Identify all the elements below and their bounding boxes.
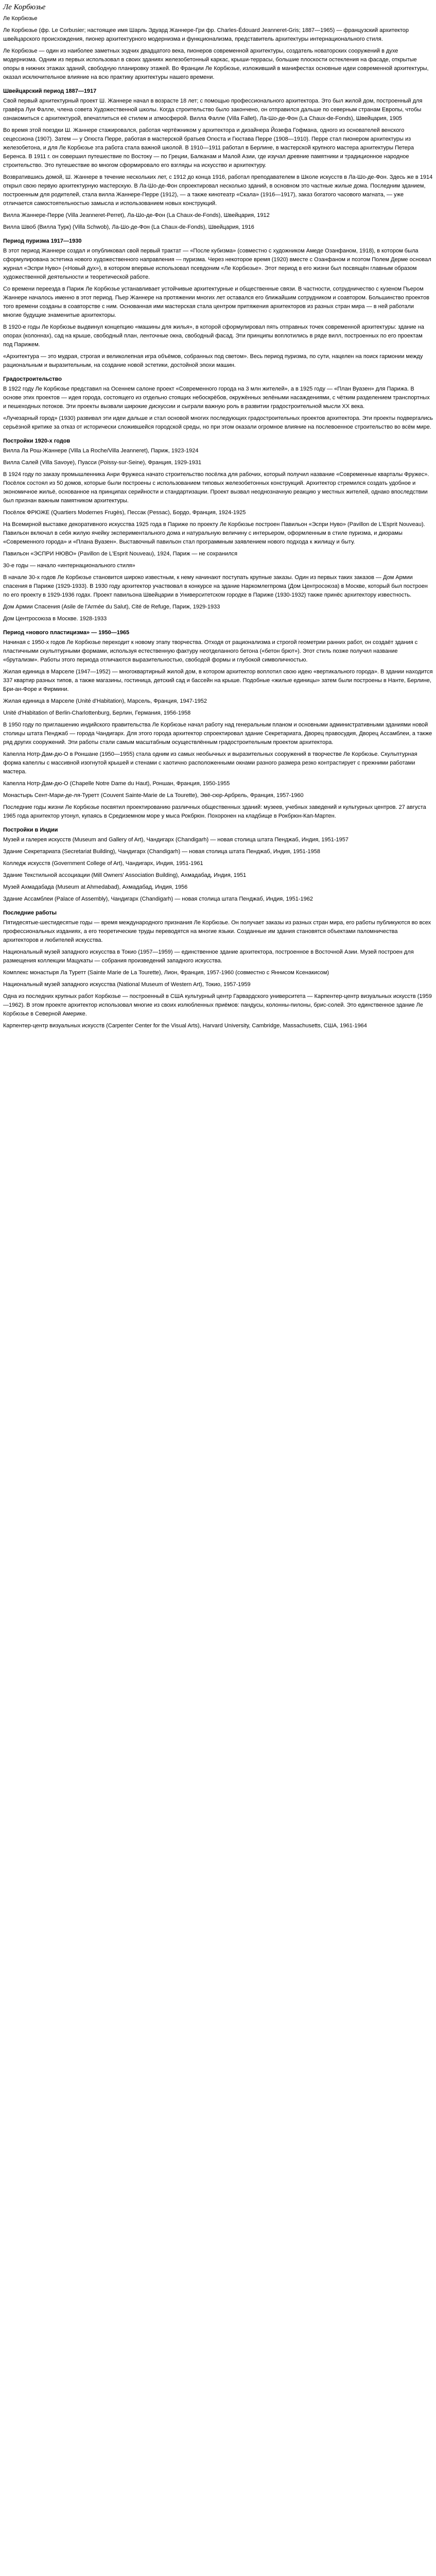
intro-paragraph: Ле Корбюзье (фр. Le Corbusier; настоящее имя Шарль Эдуард Жаннере-Гри фр. Charles-Édouard Jeanneret-Gris; 1887—1965) — французский архитектор швейцарского происхождения, пионер архитектурного модернизма и функционализма, представитель архитектуры интернационального стиля. <box>3 27 409 42</box>
intro <box>3 26 433 82</box>
section-paragraph: Музей Ахмадабада (Museum at Ahmedabad), Ахмадабад, Индия, 1956 <box>3 884 188 890</box>
section <box>3 237 433 370</box>
section-paragraph: «Архитектура — это мудрая, строгая и великолепная игра объёмов, собранных под светом». Весь период пуризма, по сути, нацелен на поиск гармонии между рациональным и выразительным, на создание новой эстетики, достойной эпохи машин. <box>3 353 423 368</box>
section-title: Постройки 1920-х годов <box>3 438 71 444</box>
section-paragraph: Вилла Салей (Villa Savoye), Пуасси (Poissy-sur-Seine), Франция, 1929-1931 <box>3 460 202 466</box>
section <box>3 437 433 623</box>
section-title: Швейцарский период 1887—1917 <box>3 88 97 94</box>
section-paragraph: В этот период Жаннере создал и опубликовал свой первый трактат — «После кубизма» (совместно с художником Амеде Озанфаном, 1918), в котором была сформулирована эстетика нового художественного направления — пуризма. Через некоторое время (1920) вместе с Озанфаном и поэтом Полем Дерме основал журнал «Эспри Нуво» («Новый дух»), в котором впервые использовал псевдоним «Ле Корбюзье». Этот период в его жизни был посвящён главным образом художественной деятельности и теоретической работе. <box>3 248 431 280</box>
section-paragraph: Здание Секретариата (Secretariat Building), Чандигарх (Chandigarh) — новая столица штата Пенджаб, Индия, 1951-1958 <box>3 849 320 855</box>
section <box>3 909 433 1030</box>
section-paragraph: Дом Армии Спасения (Asile de l'Armée du Salut), Cité de Refuge, Париж, 1929-1933 <box>3 604 220 610</box>
section-title: Градостроительство <box>3 376 62 382</box>
article <box>0 0 436 1030</box>
section-paragraph: Здание Ассамблеи (Palace of Assembly), Чандигарх (Chandigarh) — новая столица штата Пенджаб, Индия, 1951-1962 <box>3 896 313 902</box>
section-paragraph: Колледж искусств (Government College of Art), Чандигарх, Индия, 1951-1961 <box>3 860 203 867</box>
section-paragraph: Вилла Жаннере-Перре (Villa Jeanneret-Perret), Ла-Шо-де-Фон (La Chaux-de-Fonds), Швейцария, 1912 <box>3 212 270 218</box>
section-paragraph: Капелла Нотр-Дам-дю-О в Роншане (1950—1955) стала одним из самых необычных и выразительных сооружений в творчестве Ле Корбюзье. Скульптурная форма капеллы с массивной изогнутой крышей и стенами с хаотично расположенными окнами разного размера резко контрастирует с прежними работами мастера. <box>3 751 417 775</box>
section-paragraph: Посёлок ФРЮЖЕ (Quartiers Modernes Frugès), Пессак (Pessac), Бордо, Франция, 1924-1925 <box>3 510 246 516</box>
sections <box>3 87 433 1030</box>
section-paragraph: Свой первый архитектурный проект Ш. Жаннере начал в возрасте 18 лет; с помощью профессионального архитектора. Это был жилой дом, построенный для гравёра Луи Фалле, члена совета Художественной школы. Когда строительство было закончено, он отправился дальше по северным странам Европы, чтобы ознакомиться с архитектурой, впечатлиться её стилем и атмосферой. Вилла Фалле (Villa Fallet), Ла-Шо-де-Фон (La Chaux-de-Fonds), Швейцария, 1905 <box>3 98 423 122</box>
section-paragraph: В начале 30-х годов Ле Корбюзье становится широко известным, к нему начинают поступать крупные заказы. Один из первых таких заказов — Дом Армии спасения в Париже (1929-1933). В 1930 году архитектор участвовал в конкурсе на здание Наркомлегпрома (Дом Центросоюза) в Москве, который был построен по его проекту в 1929-1936 годах. Проект павильона Швейцарии в Университетском городке в Париже (1930-1932) также принёс архитектору известность. <box>3 574 428 598</box>
section-paragraph: Национальный музей западного искусства в Токио (1957—1959) — единственное здание архитектора, построенное в Восточной Азии. Музей построен для размещения коллекции Мацукаты — собрания произведений западного искусства. <box>3 949 414 964</box>
section-paragraph: Музей и галерея искусств (Museum and Gallery of Art), Чандигарх (Chandigarh) — новая столица штата Пенджаб, Индия, 1951-1957 <box>3 837 348 843</box>
section-paragraph: В 1920-е годы Ле Корбюзье выдвинул концепцию «машины для жилья», в которой сформулировал пять отправных точек современной архитектуры: здание на опорах (колоннах), сад на крыше, свободный план, ленточные окна, свободный фасад. Эти принципы воплотились в ряде вилл, построенных по его проектам под Парижем. <box>3 324 424 348</box>
section-paragraph: Одна из последних крупных работ Корбюзье — построенный в США культурный центр Гарвардского университета — Карпентер-центр визуальных искусств (1959—1962). В этом проекте архитектор использовал многие из своих излюбленных приёмов: пандусы, колонны-пилоны, брис-солей. Это единственное здание Ле Корбюзье в Северной Америке. <box>3 993 432 1017</box>
section-paragraph: В 1950 году по приглашению индийского правительства Ле Корбюзье начал работу над генеральным планом и основными административными зданиями новой столицы штата Пенджаб — города Чандигарх. Для этого города архитектор спроектировал здание Секретариата, Дворец правосудия, Дворец Ассамблеи, а также ряд других сооружений. Эти работы стали самым масштабным осуществлённым градостроительным проектом архитектора. <box>3 722 432 745</box>
section-paragraph: В 1924 году по заказу промышленника Анри Фружеса начато строительство посёлка для рабочих, который получил название «Современные кварталы Фружес». Посёлок состоял из 50 домов, которые были построены с использованием типовых железобетонных конструкций. Архитектор стремился создать удобное и экономичное жильё, основанное на принципах серийности и стандартизации. Проект вызвал неоднозначную реакцию у местных жителей, однако впоследствии был признан важным памятником архитектуры. <box>3 471 429 504</box>
section <box>3 629 433 821</box>
section-title: Период «нового пластицизма» — 1950—1965 <box>3 630 130 636</box>
section-paragraph: Павильон «ЭСПРИ НЮВО» (Pavillon de L'Esprit Nouveau), 1924, Париж — не сохранился <box>3 551 238 557</box>
section-paragraph: Монастырь Сент-Мари-де-ля-Туретт (Couvent Sainte-Marie de La Tourette), Эвё-сюр-Арбрель, Франция, 1957-1960 <box>3 792 304 799</box>
section <box>3 826 433 904</box>
section-paragraph: Национальный музей западного искусства (National Museum of Western Art), Токио, 1957-1959 <box>3 981 251 988</box>
section-title: Период пуризма 1917—1930 <box>3 238 82 244</box>
section-paragraph: Со времени переезда в Париж Ле Корбюзье устанавливает устойчивые архитектурные и общественные связи. В частности, сотрудничество с кузеном Пьером Жаннере началось именно в этот период. Пьер Жаннере на протяжении многих лет оставался его ближайшим сотрудником и соавтором. Большинство проектов того времени созданы в соавторстве с ним. Основанная ими мастерская стала центром притяжения архитекторов из разных стран мира — в ней работали многие будущие знаменитые архитекторы. <box>3 286 429 318</box>
page-subtitle: Ле Корбюзье <box>3 15 38 22</box>
section-paragraph: 30-е годы — начало «интернационального стиля» <box>3 563 135 569</box>
section-title: Последние работы <box>3 910 57 916</box>
section-paragraph: Жилая единица в Марселе (Unité d'Habitation), Марсель, Франция, 1947-1952 <box>3 698 207 704</box>
section-paragraph: Вилла Швоб (Вилла Турк) (Villa Schwob), Ла-Шо-де-Фон (La Chaux-de-Fonds), Швейцария, 1916 <box>3 224 254 230</box>
section-paragraph: Жилая единица в Марселе (1947—1952) — многоквартирный жилой дом, в котором архитектор воплотил свою идею «вертикального города». В здании находится 337 квартир разных типов, а также магазины, гостиница, детский сад и бассейн на крыше. Подобные «жилые единицы» затем были построены в Нанте, Берлине, Бри-ан-Форе и Фирмини. <box>3 669 433 692</box>
section-paragraph: «Лучезарный город» (1930) развивал эти идеи дальше и стал основой многих последующих градостроительных проектов архитектора. Эти проекты подвергались серьёзной критике за отказ от исторически сложившейся городской среды, но при этом оказали огромное влияние на послевоенное строительство во всём мире. <box>3 415 433 430</box>
section-paragraph: В 1922 году Ле Корбюзье представил на Осеннем салоне проект «Современного города на 3 млн жителей», а в 1925 году — «План Вуазен» для Парижа. В основе этих проектов — идея города, состоящего из отдельно стоящих небоскрёбов, окружённых зелёными насаждениями, с чётким разделением транспортных и пешеходных потоков. Эти проекты вызвали широкие дискуссии и сыграли важную роль в развитии градостроительной мысли XX века. <box>3 386 430 410</box>
section-paragraph: Последние годы жизни Ле Корбюзье посвятил проектированию различных общественных зданий: музеев, учебных заведений и культурных центров. 27 августа 1965 года архитектор утонул, купаясь в Средиземном море у мыса Рокбрюн. Похоронен на кладбище в Рокбрюн-Кап-Мартен. <box>3 804 426 819</box>
section-paragraph: Начиная с 1950-х годов Ле Корбюзье переходит к новому этапу творчества. Отходя от рационализма и строгой геометрии ранних работ, он создаёт здания с пластичными скульптурными формами, используя естественную фактуру неотделанного бетона («бетон брют»). Этот стиль позже получил название «брутализм». Работы этого периода отличаются выразительностью, свободой формы и глубокой символичностью. <box>3 639 418 663</box>
page-title: Ле Корбюзье <box>3 3 46 11</box>
section <box>3 375 433 432</box>
section-paragraph: Пятидесятые-шестидесятые годы — время международного признания Ле Корбюзье. Он получает заказы из разных стран мира, его работы публикуются во всех профессиональных изданиях, а его теоретические труды переводятся на многие языки. Созданные им здания становятся объектами паломничества архитекторов и любителей искусства. <box>3 920 431 943</box>
section-title: Постройки в Индии <box>3 827 58 833</box>
section-paragraph: Во время этой поездки Ш. Жаннере стажировался, работая чертёжником у архитектора и дизайнера Йозефа Гофмана, одного из основателей венского сецессиона (1907). Затем — у Огюста Перре, работая в мастерской братьев Огюста и Гюстава Перре (1908—1910). Перре стал пионером архитектуры из железобетона, и для Ле Корбюзье эта работа стала важной школой. В 1910—1911 работал в Берлине, в мастерской крупного мастера архитектуры Петера Беренса. В 1911 г. он совершил путешествие по Востоку — по Греции, Балканам и Малой Азии, где изучал древние памятники и традиционное народное строительство. Это путешествие во многом сформировало его взгляды на искусство и архитектуру. <box>3 127 414 168</box>
section-paragraph: Возвратившись домой, Ш. Жаннере в течение нескольких лет, с 1912 до конца 1916, работал преподавателем в Школе искусств в Ла-Шо-де-Фон. Здесь же в 1914 открыл свою первую архитектурную мастерскую. В Ла-Шо-де-Фон спроектировал несколько зданий, в основном это частные жилые дома. Последним зданием, построенным для родителей, стала вилла Жаннере-Перре (1912), — а также кинотеатр «Скала» (1916—1917), заказ богатого часового магната, — уже отличается самостоятельностью замысла и использованием новых конструкций. <box>3 174 433 207</box>
section-paragraph: Дом Центросоюза в Москве. 1928-1933 <box>3 616 107 622</box>
section-paragraph: Комплекс монастыря Ла Туретт (Sainte Marie de La Tourette), Лион, Франция, 1957-1960 (совместно с Яннисом Ксенакисом) <box>3 970 329 976</box>
section-paragraph: Здание Текстильной ассоциации (Mill Owners' Association Building), Ахмадабад, Индия, 1951 <box>3 872 247 878</box>
intro-paragraph: Ле Корбюзье — один из наиболее заметных зодчих двадцатого века, пионеров современной архитектуры, создатель новаторских сооружений в духе модернизма. Одним из первых использовал в своих зданиях железобетонный каркас, крыши-террасы, большие плоскости остекления на фасаде, открытые опоры в нижних этажах зданий, свободную планировку этажей. Во Франции Ле Корбюзье, изложивший в манифестах основные идеи современной архитектуры, оказал исключительное влияние на всю практику архитектуры нашего времени. <box>3 48 429 80</box>
section-paragraph: Вилла Ла Рош-Жаннере (Villa La Roche/Villa Jeanneret), Париж, 1923-1924 <box>3 448 199 454</box>
section <box>3 87 433 232</box>
section-paragraph: Unité d'Habitation of Berlin-Charlottenburg, Берлин, Германия, 1956-1958 <box>3 710 191 716</box>
section-paragraph: Карпентер-центр визуальных искусств (Carpenter Center for the Visual Arts), Harvard University, Cambridge, Massachusetts, США, 1961-1964 <box>3 1023 367 1029</box>
section-paragraph: На Всемирной выставке декоративного искусства 1925 года в Париже по проекту Ле Корбюзье построен Павильон «Эспри Нуво» (Pavillon de L'Esprit Nouveau). Павильон включал в себя жилую ячейку экспериментального дома и натуральную величину с интерьером, оформленным в стиле пуризма, и диорамы «Современного города» и «Плана Вуазен». Выставочный павильон стал программным заявлением нового подхода к жилищу и быту. <box>3 521 425 545</box>
section-paragraph: Капелла Нотр-Дам-дю-О (Chapelle Notre Dame du Haut), Роншан, Франция, 1950-1955 <box>3 781 230 787</box>
